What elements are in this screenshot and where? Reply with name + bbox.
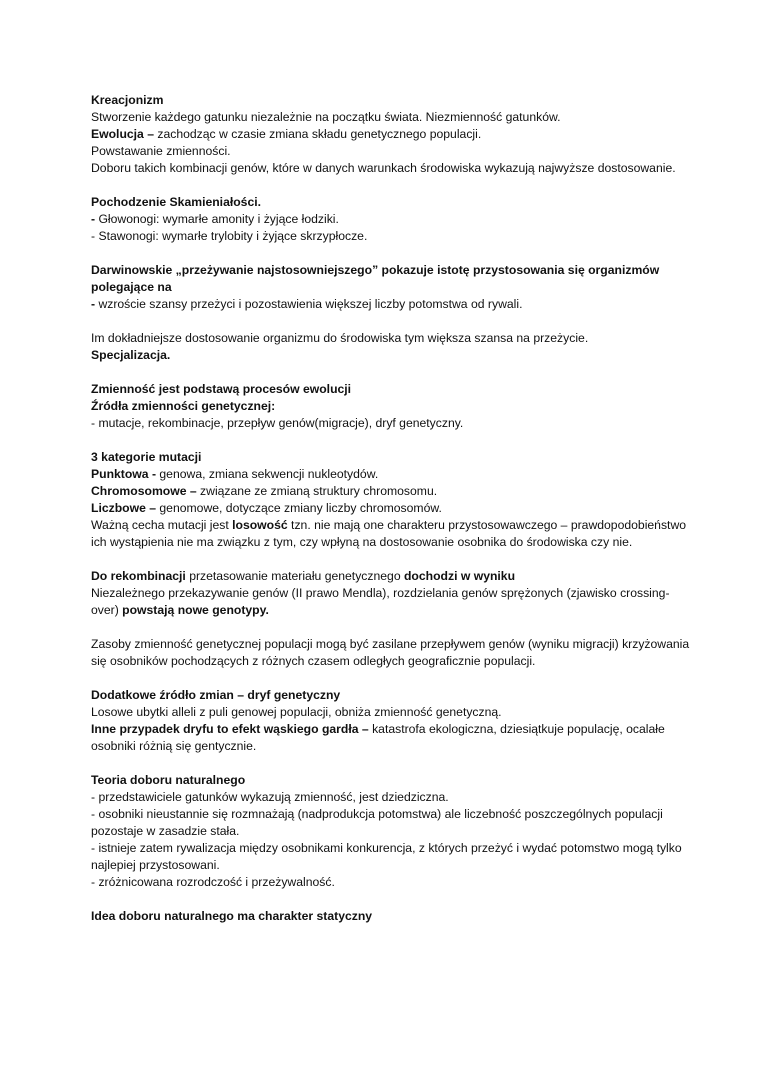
paragraph: Powstawanie zmienności. [91, 144, 231, 158]
list-item: - wzroście szansy przeżyci i pozostawienia większej liczby potomstwa od rywali. [91, 297, 523, 311]
section-title-skamienialosci: Pochodzenie Skamieniałości. [91, 195, 262, 209]
paragraph: Punktowa - genowa, zmiana sekwencji nukleotydów. [91, 467, 379, 481]
paragraph: Im dokładniejsze dostosowanie organizmu do środowiska tym większa szansa na przeżycie. [91, 331, 589, 345]
paragraph: Zasoby zmienność genetycznej populacji mogą być zasilane przepływem genów (wyniku migracji) krzyżowania się osobników pochodzących z różnych czasem odległych geograficznie populacji. [91, 637, 690, 668]
paragraph: Do rekombinacji przetasowanie materiału genetycznego dochodzi w wyniku [91, 569, 516, 583]
section-title-zmiennosc: Zmienność jest podstawą procesów ewolucji [91, 382, 352, 396]
paragraph: Inne przypadek dryfu to efekt wąskiego gardła – katastrofa ekologiczna, dziesiątkuje populację, ocalałe osobniki różnią się gentycznie. [91, 722, 665, 753]
section-title-idea: Idea doboru naturalnego ma charakter statyczny [91, 909, 373, 923]
section-title-dryf: Dodatkowe źródło zmian – dryf genetyczny [91, 688, 341, 702]
paragraph: Specjalizacja. [91, 348, 171, 362]
paragraph: Chromosomowe – związane ze zmianą struktury chromosomu. [91, 484, 438, 498]
section-title-darwin: Darwinowskie „przeżywanie najstosowniejszego” pokazuje istotę przystosowania się organizmów polegające na [91, 263, 660, 294]
paragraph: Niezależnego przekazywanie genów (II prawo Mendla), rozdzielania genów sprężonych (zjawisko crossing-over) powstają nowe genotypy. [91, 586, 670, 617]
paragraph: Liczbowe – genomowe, dotyczące zmiany liczby chromosomów. [91, 501, 442, 515]
section-title-kreacjonizm: Kreacjonizm [91, 93, 164, 107]
section-subtitle: Źródła zmienności genetycznej: [91, 399, 276, 413]
list-item: - mutacje, rekombinacje, przepływ genów(migracje), dryf genetyczny. [91, 416, 464, 430]
section-title-teoria: Teoria doboru naturalnego [91, 773, 246, 787]
list-item: - przedstawiciele gatunków wykazują zmienność, jest dziedziczna. [91, 790, 449, 804]
document-page [91, 92, 691, 925]
list-item: - zróżnicowana rozrodczość i przeżywalność. [91, 875, 335, 889]
paragraph: Doboru takich kombinacji genów, które w danych warunkach środowiska wykazują najwyższe dostosowanie. [91, 161, 676, 175]
paragraph: Losowe ubytki alleli z puli genowej populacji, obniża zmienność genetyczną. [91, 705, 502, 719]
paragraph: Stworzenie każdego gatunku niezależnie na początku świata. Niezmienność gatunków. [91, 110, 561, 124]
section-title-mutacje: 3 kategorie mutacji [91, 450, 202, 464]
paragraph: Ważną cecha mutacji jest losowość tzn. nie mają one charakteru przystosowawczego – prawdopodobieństwo ich wystąpienia nie ma związku z tym, czy wpłyną na dostosowanie osobnika do środowiska czy nie. [91, 518, 687, 549]
paragraph: Ewolucja – zachodząc w czasie zmiana składu genetycznego populacji. [91, 127, 482, 141]
list-item: - osobniki nieustannie się rozmnażają (nadprodukcja potomstwa) ale liczebność poszczególnych populacji pozostaje w zasadzie stała. [91, 807, 663, 838]
list-item: - istnieje zatem rywalizacja między osobnikami konkurencja, z których przeżyć i wydać potomstwo mogą tylko najlepiej przystosowani. [91, 841, 682, 872]
list-item: - Głowonogi: wymarłe amonity i żyjące łodziki. [91, 212, 339, 226]
list-item: - Stawonogi: wymarłe trylobity i żyjące skrzypłocze. [91, 229, 368, 243]
